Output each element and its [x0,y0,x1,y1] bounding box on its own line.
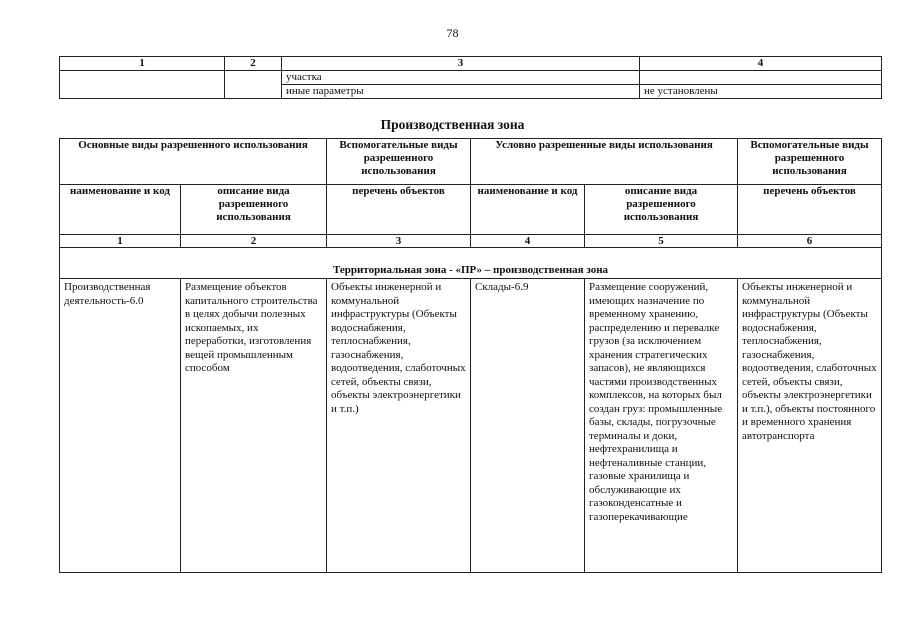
conditional-auxiliary-objects: Объекты инженерной и коммунальной инфраструктуры (Объекты водоснабжения, теплоснабжения, газоснабжения, водоотведения, слаботочных сетей, объекты связи, объекты электроэнергетики и т.п.), объекты постоянного и временного хранения автотранспорта [738,279,882,573]
conditional-use-name-code: Склады-6.9 [471,279,585,573]
zone-row [60,248,882,279]
column-number: 1 [60,57,225,71]
column-number: 4 [471,235,585,248]
header-description-2: описание вида разрешенного использования [585,185,738,235]
column-number: 2 [225,57,282,71]
header-objects-list-2: перечень объектов [738,185,882,235]
column-number: 3 [327,235,471,248]
header-description: описание вида разрешенного использования [181,185,327,235]
continued-parameters-table [59,56,882,99]
table-cell: иные параметры [282,85,640,99]
column-number: 5 [585,235,738,248]
table-row [60,279,882,573]
sub-header-row [60,185,882,235]
table-cell [225,71,282,99]
column-number: 6 [738,235,882,248]
header-conditional-uses: Условно разрешенные виды использования [471,139,738,185]
section-title: Производственная зона [380,117,525,132]
column-number: 1 [60,235,181,248]
header-name-code: наименование и код [60,185,181,235]
column-number: 2 [181,235,327,248]
table-row [60,71,882,85]
use-description: Размещение объектов капитального строительства в целях добычи полезных ископаемых, их переработки, изготовления вещей промышленным способом [181,279,327,573]
table-cell: участка [282,71,640,85]
column-number-row [60,235,882,248]
conditional-use-description: Размещение сооружений, имеющих назначение по временному хранению, распределению и перевалке грузов (за исключением хранения стратегических запасов), не являющихся частями производственных комплексов, на которых был создан груз: промышленные базы, склады, погрузочные терминалы и доки, нефтехранилища и нефтеналивные станции, газовые хранилища и обслуживающие их газоконденсатные и газоперекачивающие [585,279,738,573]
column-number: 4 [640,57,882,71]
auxiliary-objects: Объекты инженерной и коммунальной инфраструктуры (Объекты водоснабжения, теплоснабжения, газоснабжения, водоотведения, слаботочных сетей, объекты связи, объекты электроэнергетики и т.п.) [327,279,471,573]
use-name-code: Производственная деятельность-6.0 [60,279,181,573]
header-auxiliary-uses: Вспомогательные виды разрешенного использования [327,139,471,185]
page-number: 78 [446,26,459,40]
header-basic-uses: Основные виды разрешенного использования [60,139,327,185]
territorial-zone-title: Территориальная зона - «ПР» – производственная зона [60,248,882,279]
table-header-row [60,57,882,71]
table-cell [640,71,882,85]
land-use-table [59,138,882,573]
header-objects-list: перечень объектов [327,185,471,235]
header-auxiliary-uses-2: Вспомогательные виды разрешенного использования [738,139,882,185]
table-cell: не установлены [640,85,882,99]
column-number: 3 [282,57,640,71]
table-cell [60,71,225,99]
group-header-row [60,139,882,185]
header-name-code-2: наименование и код [471,185,585,235]
